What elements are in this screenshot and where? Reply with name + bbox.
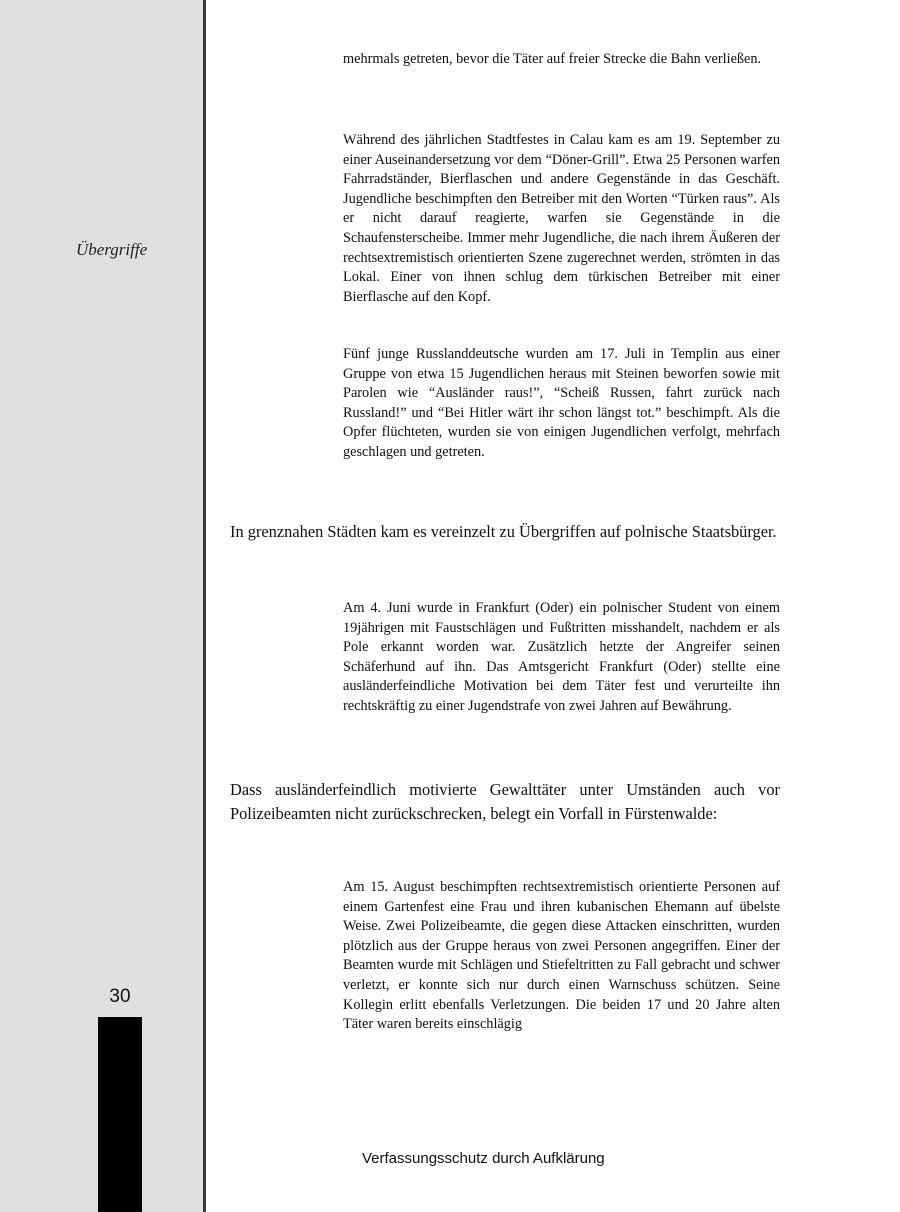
page-footer: Verfassungsschutz durch Aufklärung [362,1150,605,1167]
paragraph-text: Am 15. August beschimpften rechtsextremistisch orientierte Personen auf einem Gartenfest eine Frau und ihren kubanischen Ehemann auf übelste Weise. Zwei Polizeibeamte, die gegen diese Attacken einschritten, wurden plötzlich aus der Gruppe heraus von zwei Personen angegriffen. Einer der Beamten wurde mit Schlägen und Stiefeltritten zu Fall gebracht und schwer verletzt, er konnte sich nur durch einen Warnschuss schützen. Seine Kollegin erlitt ebenfalls Verletzungen. Die beiden 17 und 20 Jahre alten Täter waren bereits einschlägig [343,879,780,1033]
paragraph-text: Dass ausländerfeindlich motivierte Gewalttäter unter Umständen auch vor Polizeibeamten nicht zurückschrecken, belegt ein Vorfall in Fürstenwalde: [230,780,780,823]
case-paragraph [343,50,780,70]
paragraph-text: Während des jährlichen Stadtfestes in Calau kam es am 19. September zu einer Auseinandersetzung vor dem “Döner-Grill”. Etwa 25 Personen warfen Fahrradständer, Bierflaschen und andere Gegenstände in das Geschäft. Jugendliche beschimpften den Betreiber mit den Worten “Türken raus”. Als er nicht darauf reagierte, warfen sie Gegenstände in die Schaufensterscheibe. Immer mehr Jugendliche, die nach ihrem Äußeren der rechtsextremistisch orientierten Szene zugerechnet werden, strömten in das Lokal. Einer von ihnen schlug dem türkischen Betreiber mit einer Bierflasche auf den Kopf. [343,132,780,305]
body-paragraph [230,520,780,544]
case-paragraph [343,131,780,307]
case-paragraph [343,345,780,463]
paragraph-text: In grenznahen Städten kam es vereinzelt zu Übergriffen auf polnische Staatsbürger. [230,522,777,541]
paragraph-text: Fünf junge Russlanddeutsche wurden am 17. Juli in Templin aus einer Gruppe von etwa 15 Jugendlichen heraus mit Steinen beworfen sowie mit Parolen wie “Ausländer raus!”, “Scheiß Russen, fahrt zurück nach Russland!” und “Bei Hitler wärt ihr schon längst tot.” beschimpft. Als die Opfer flüchteten, wurden sie von einigen Jugendlichen verfolgt, mehrfach geschlagen und getreten. [343,346,780,460]
sidebar-divider [203,0,206,1212]
page-number-block [98,1017,142,1212]
page-number: 30 [109,986,131,1007]
case-paragraph [343,878,780,1035]
paragraph-text: Am 4. Juni wurde in Frankfurt (Oder) ein polnischer Student von einem 19jährigen mit Faustschlägen und Fußtritten misshandelt, nachdem er als Pole erkannt worden war. Zusätzlich hetzte der Angreifer seinen Schäferhund auf ihn. Das Amtsgericht Frankfurt (Oder) stellte eine ausländerfeindliche Motivation bei dem Täter fest und verurteilte ihn rechtskräftig zu einer Jugendstrafe von zwei Jahren auf Bewährung. [343,600,780,714]
case-paragraph [343,599,780,717]
paragraph-text: mehrmals getreten, bevor die Täter auf freier Strecke die Bahn verließen. [343,51,762,67]
body-paragraph [230,778,780,825]
margin-note: Übergriffe [76,240,148,259]
